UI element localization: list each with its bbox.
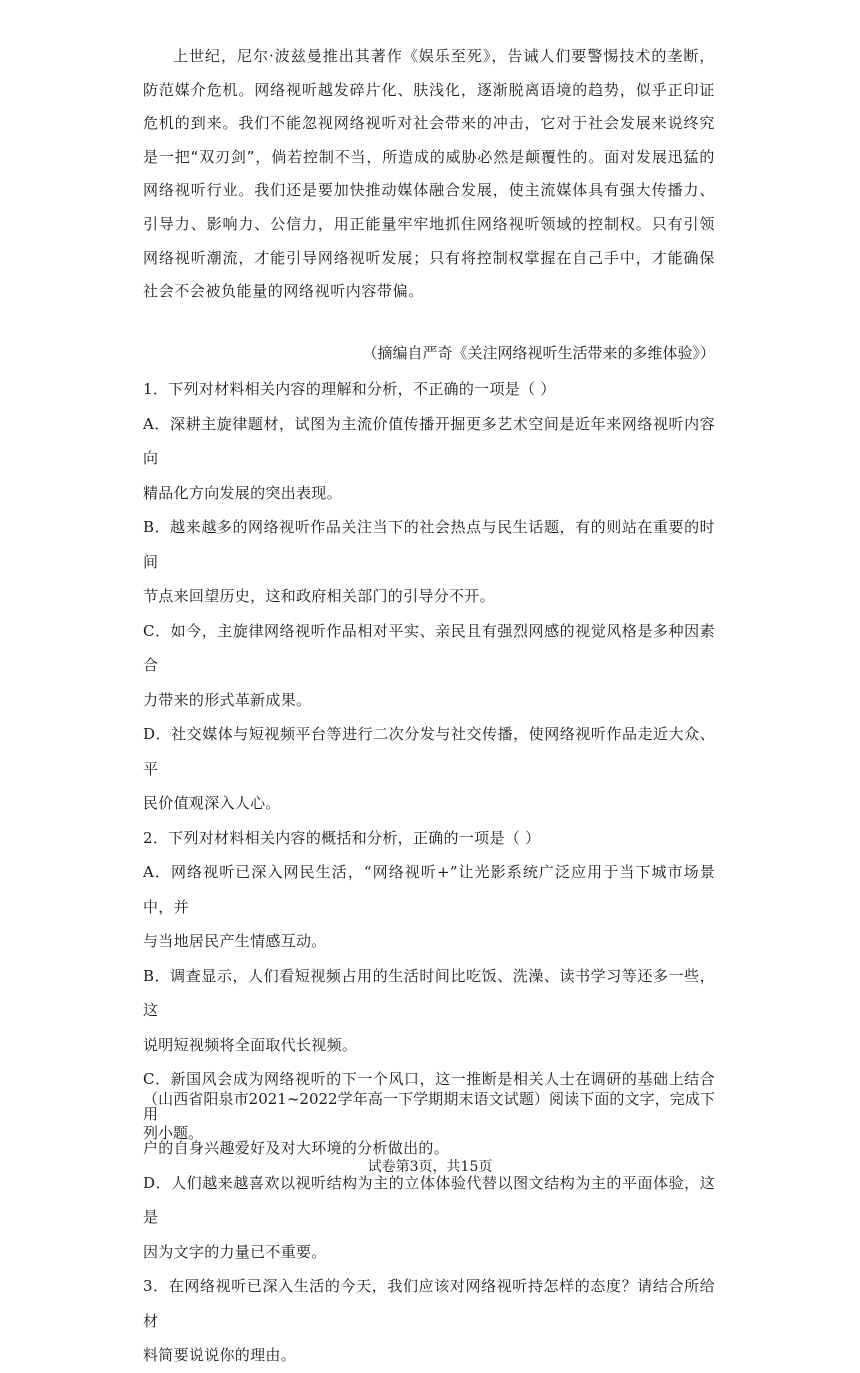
question-2-option-b: B．调查显示，人们看短视频占用的生活时间比吃饭、洗澡、读书学习等还多一些，这	[143, 966, 715, 1019]
passage-citation: （摘编自严奇《关注网络视听生活带来的多维体验》）	[362, 344, 715, 362]
question-1-option-a: A．深耕主旋律题材，试图为主流价值传播开掘更多艺术空间是近年来网络视听内容向	[143, 414, 715, 467]
question-list	[143, 372, 715, 1373]
question-2-option-a-cont: 与当地居民产生情感互动。	[143, 932, 327, 950]
question-2-option-d: D．人们越来越喜欢以视听结构为主的立体体验代替以图文结构为主的平面体验，这是	[143, 1173, 715, 1226]
question-2-stem: 2．下列对材料相关内容的概括和分析，正确的一项是（ ）	[143, 828, 541, 847]
question-1-option-d-cont: 民价值观深入人心。	[143, 794, 281, 812]
question-2-option-c: C．新国风会成为网络视听的下一个风口，这一推断是相关人士在调研的基础上结合用	[143, 1070, 715, 1123]
next-section-source: （山西省阳泉市2021~2022学年高一下学期期末语文试题）阅读下面的文字，完成下列小题。	[143, 1090, 715, 1142]
question-2-option-b-cont: 说明短视频将全面取代长视频。	[143, 1035, 358, 1054]
question-3-stem-cont: 料简要说说你的理由。	[143, 1346, 297, 1364]
question-2-option-c-cont: 户的自身兴趣爱好及对大环境的分析做出的。	[143, 1139, 450, 1157]
question-1-option-b: B．越来越多的网络视听作品关注当下的社会热点与民生话题，有的则站在重要的时间	[143, 518, 715, 571]
question-1-option-b-cont: 节点来回望历史，这和政府相关部门的引导分不开。	[143, 587, 495, 605]
reading-passage: 上世纪，尼尔·波兹曼推出其著作《娱乐至死》，告诫人们要警惕技术的垄断，防范媒介危机。网络视听越发碎片化、肤浅化，逐渐脱离语境的趋势，似乎正印证危机的到来。我们不能忽视网络视听对社会带来的冲击，它对于社会发展来说终究是一把“双刃剑”，倘若控制不当，所造成的威胁必然是颠覆性的。面对发展迅猛的网络视听行业。我们还是要加快推动媒体融合发展，使主流媒体具有强大传播力、引导力、影响力、公信力，用正能量牢牢地抓住网络视听领域的控制权。只有引领网络视听潮流，才能引导网络视听发展；只有将控制权掌握在自己手中，才能确保社会不会被负能量的网络视听内容带偏。	[143, 47, 715, 301]
question-1-option-a-cont: 精品化方向发展的突出表现。	[143, 483, 342, 502]
question-1-stem: 1．下列对材料相关内容的理解和分析，不正确的一项是（ ）	[143, 380, 556, 398]
page-footer: 试卷第3页，共15页	[367, 1159, 493, 1175]
question-1-option-c: C．如今，主旋律网络视听作品相对平实、亲民且有强烈网感的视觉风格是多种因素合	[143, 621, 715, 674]
question-2-option-d-cont: 因为文字的力量已不重要。	[143, 1242, 327, 1261]
question-2-option-a: A．网络视听已深入网民生活，“网络视听+”让光影系统广泛应用于当下城市场景中，并	[143, 863, 715, 916]
question-1-option-d: D．社交媒体与短视频平台等进行二次分发与社交传播，使网络视听作品走近大众、平	[143, 725, 715, 778]
question-1-option-c-cont: 力带来的形式革新成果。	[143, 690, 312, 709]
question-3-stem: 3．在网络视听已深入生活的今天，我们应该对网络视听持怎样的态度？请结合所给材	[143, 1277, 715, 1330]
